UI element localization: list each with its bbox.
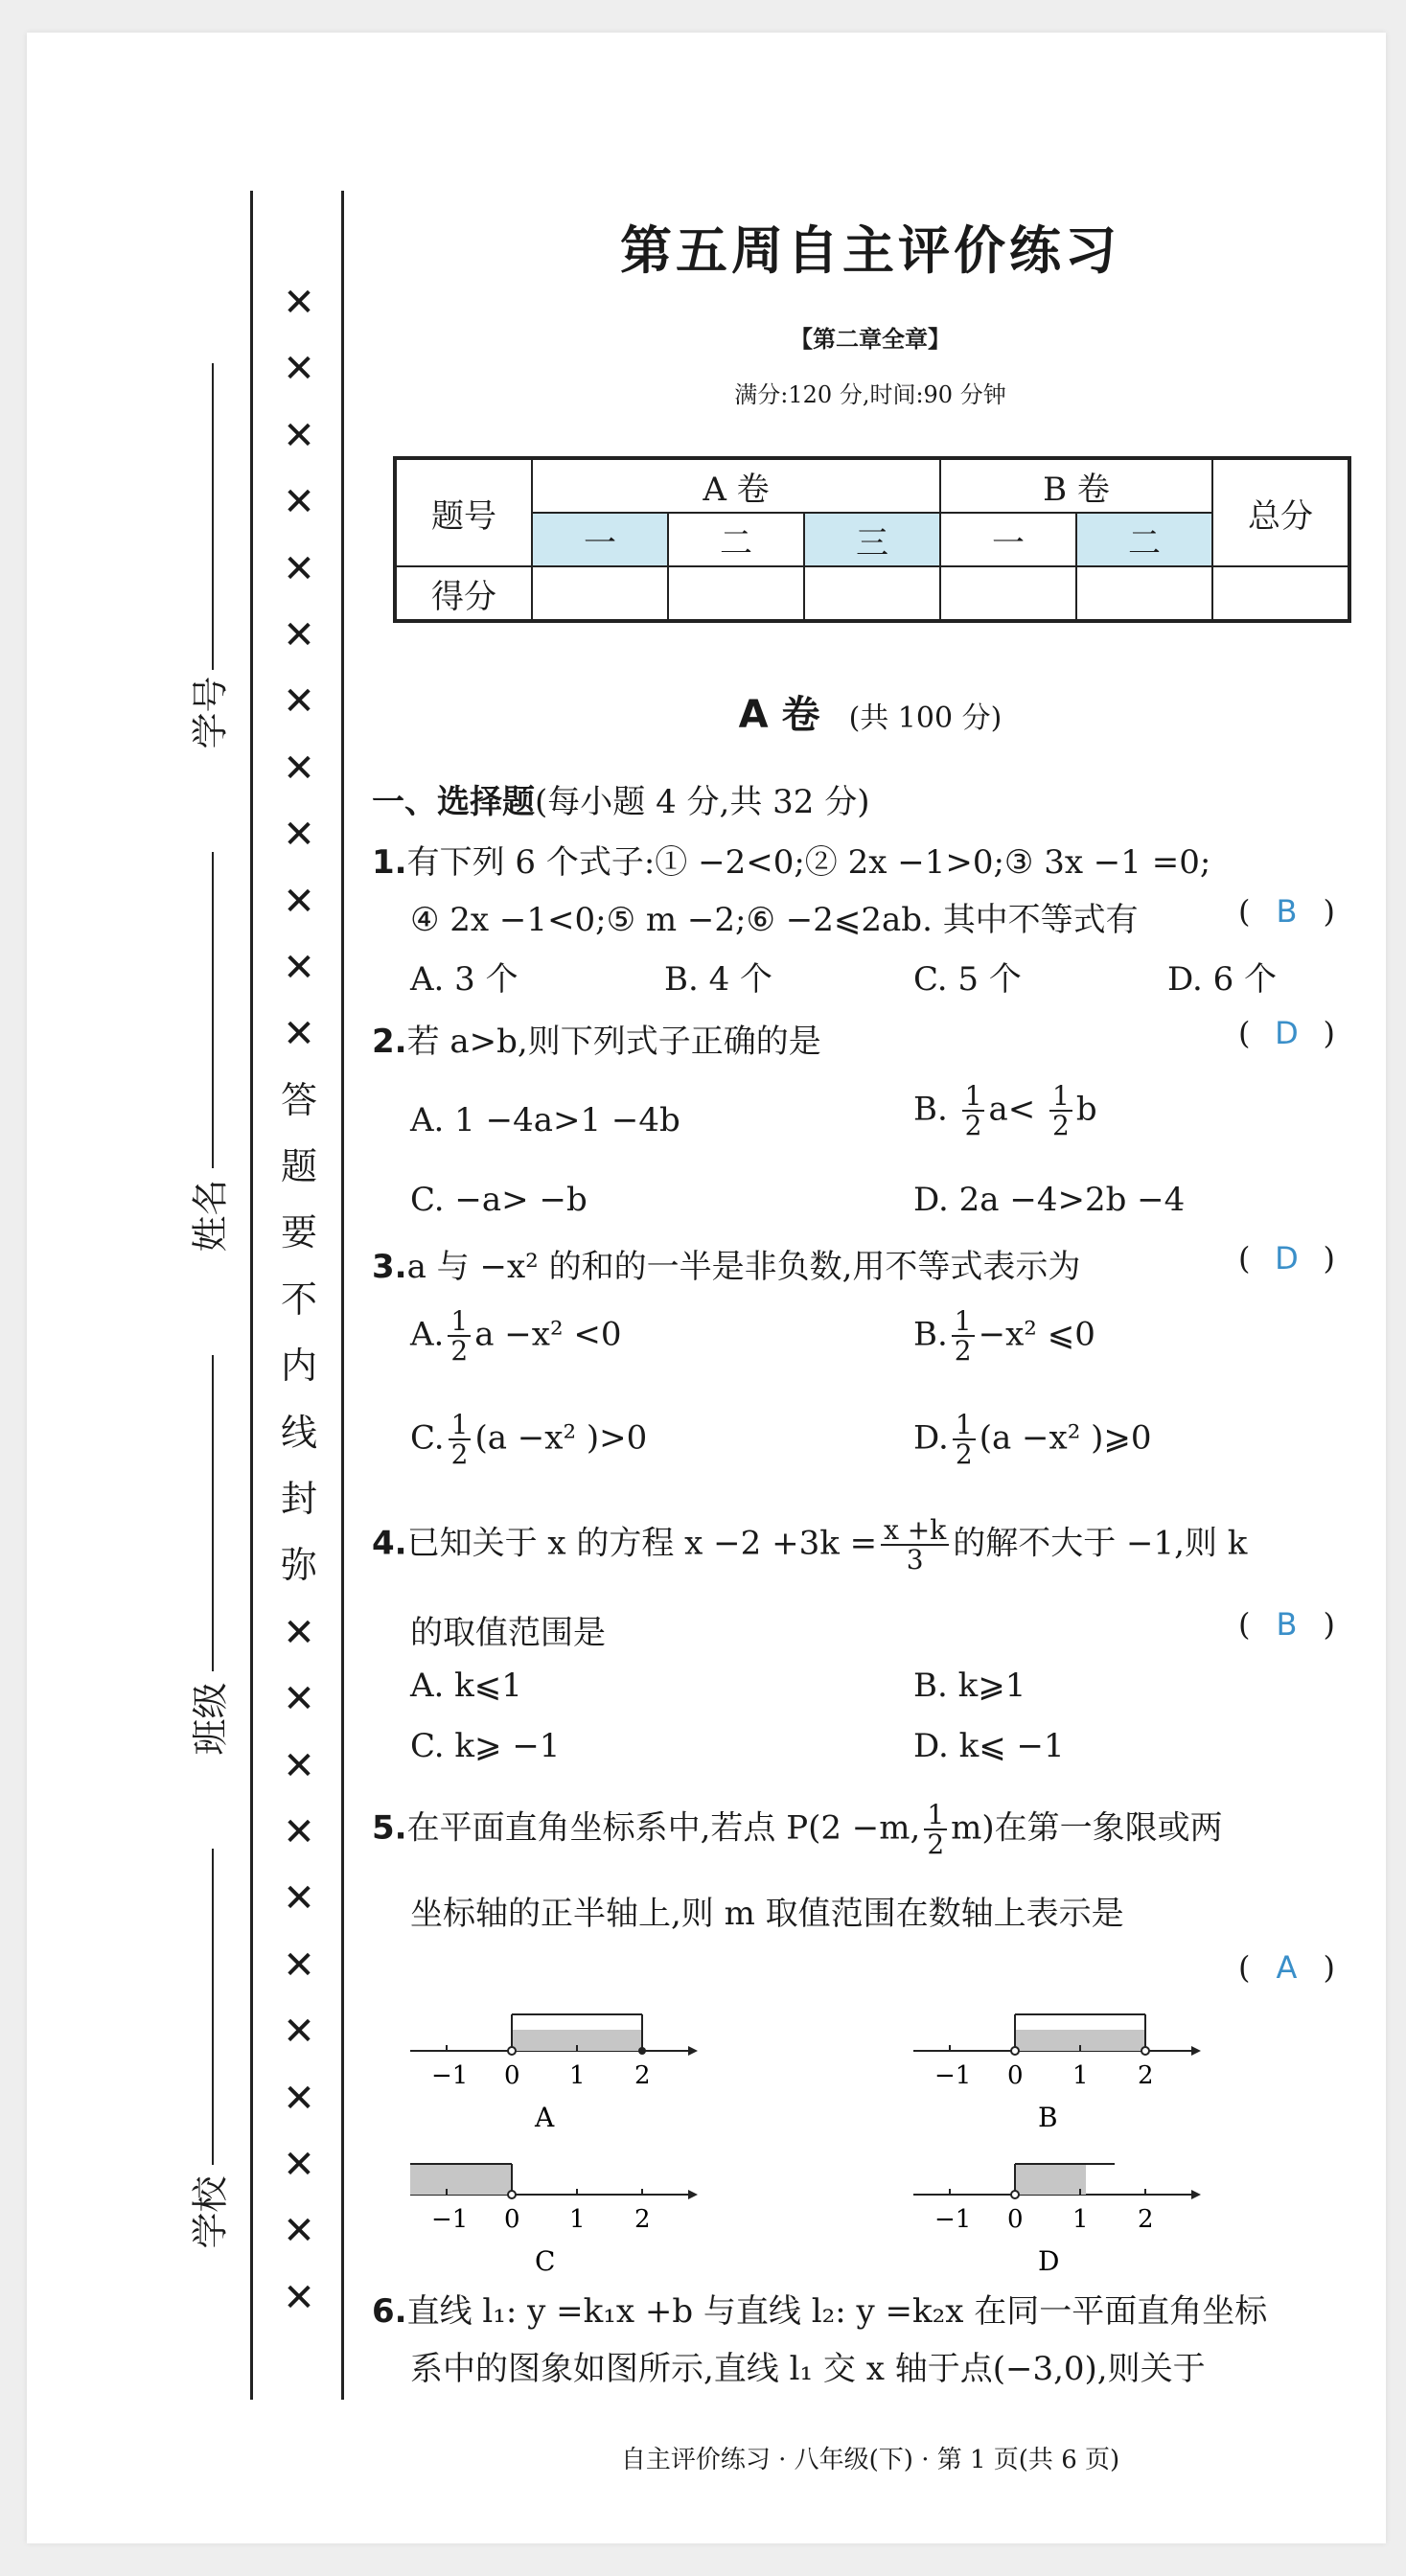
q6-line2: 系中的图象如图所示,直线 l₁ 交 x 轴于点(−3,0),则关于 bbox=[410, 2350, 1206, 2388]
tick-label: −1 bbox=[934, 2061, 972, 2090]
q3-option-a: A. $\frac{1}{2}$ a −x² <0 bbox=[410, 1305, 622, 1368]
seal-word: 要 bbox=[280, 1211, 317, 1254]
q4-line1: 4.已知关于 x 的方程 x −2 +3k = $\frac{x +k}{3}$ 的解不大于 −1,则 k bbox=[372, 1514, 1248, 1576]
tick-label: 0 bbox=[1007, 2205, 1024, 2234]
section-a-note: (共 100 分) bbox=[848, 702, 1003, 735]
q5-answer: ( A ) bbox=[1238, 1949, 1335, 1986]
binding-line-inner bbox=[341, 191, 344, 2400]
exam-meta: 满分:120 分,时间:90 分钟 bbox=[734, 381, 1006, 408]
option-letter: D bbox=[1038, 2245, 1060, 2277]
q1-line1: 1.有下列 6 个式子:① −2<0;② 2x −1>0;③ 3x −1 =0; bbox=[372, 843, 1211, 882]
number-line-option-b bbox=[913, 1988, 1201, 2145]
school-blank bbox=[212, 1849, 214, 2165]
binding-line-outer bbox=[250, 191, 253, 2400]
seal-word: 线 bbox=[280, 1411, 317, 1454]
q2-stem: 2.若 a>b,则下列式子正确的是 bbox=[372, 1023, 821, 1061]
q1-option-a: A. 3 个 bbox=[410, 960, 519, 999]
q1-answer: ( B ) bbox=[1238, 893, 1335, 930]
tick-label: 1 bbox=[1072, 2061, 1089, 2090]
tick-label: 2 bbox=[1138, 2205, 1154, 2234]
seal-word: 不 bbox=[280, 1277, 317, 1321]
school-label: 学校 bbox=[189, 2175, 232, 2249]
worksheet-page bbox=[27, 33, 1386, 2543]
col-b1: 一 bbox=[940, 513, 1076, 566]
tick-label: 1 bbox=[1072, 2205, 1089, 2234]
class-label: 班级 bbox=[189, 1682, 232, 1756]
q1-option-d: D. 6 个 bbox=[1167, 960, 1278, 999]
q4-option-b: B. k⩾1 bbox=[913, 1667, 1026, 1705]
tick-label: 1 bbox=[569, 2061, 586, 2090]
score-cell[interactable] bbox=[668, 566, 804, 621]
q3-option-d: D. $\frac{1}{2}$ (a −x² )⩾0 bbox=[913, 1409, 1152, 1471]
col-a3: 三 bbox=[804, 513, 940, 566]
number-line-option-c bbox=[410, 2131, 698, 2288]
group-b-header: B 卷 bbox=[940, 458, 1212, 513]
seal-word: 弥 bbox=[280, 1544, 317, 1587]
seal-line-column: ✕ ✕ ✕ ✕ ✕ ✕ ✕ ✕ ✕ ✕ ✕ ✕ 答 题 要 不 内 线 封 弥 ✕ ✕ ✕ ✕ ✕ ✕ ✕ ✕ ✕ ✕ ✕ bbox=[280, 281, 317, 2320]
q3-stem: 3.a 与 −x² 的和的一半是非负数,用不等式表示为 bbox=[372, 1248, 1081, 1286]
tick-label: 0 bbox=[504, 2061, 520, 2090]
seal-word: 内 bbox=[280, 1345, 317, 1388]
tick-label: −1 bbox=[431, 2205, 469, 2234]
name-blank bbox=[212, 852, 214, 1168]
score-cell-total[interactable] bbox=[1212, 566, 1349, 621]
total-header: 总分 bbox=[1212, 458, 1349, 566]
row-label-score: 得分 bbox=[395, 566, 532, 621]
col-a2: 二 bbox=[668, 513, 804, 566]
q1-line2: ④ 2x −1<0;⑤ m −2;⑥ −2⩽2ab. 其中不等式有 bbox=[410, 901, 1139, 939]
q6-line1: 6.直线 l₁: y =k₁x +b 与直线 l₂: y =k₂x 在同一平面直角坐标 bbox=[372, 2292, 1268, 2331]
part1-heading: 一、选择题(每小题 4 分,共 32 分) bbox=[372, 783, 870, 821]
col-a1: 一 bbox=[532, 513, 668, 566]
q4-answer: ( B ) bbox=[1238, 1606, 1335, 1643]
q3-answer: ( D ) bbox=[1238, 1240, 1335, 1276]
section-a-heading bbox=[372, 684, 1369, 739]
tick-label: 1 bbox=[569, 2205, 586, 2234]
q4-option-c: C. k⩾ −1 bbox=[410, 1727, 561, 1765]
row-label-number: 题号 bbox=[395, 458, 532, 566]
option-letter: A bbox=[535, 2102, 555, 2133]
option-letter: B bbox=[1038, 2102, 1058, 2133]
tick-label: −1 bbox=[934, 2205, 972, 2234]
seal-word: 题 bbox=[280, 1145, 317, 1188]
score-table bbox=[393, 456, 1351, 623]
chapter-label: 【第二章全章】 bbox=[790, 325, 951, 353]
number-line-option-a bbox=[410, 1988, 698, 2145]
option-letter: C bbox=[535, 2245, 556, 2277]
q2-option-c: C. −a> −b bbox=[410, 1181, 588, 1219]
q3-option-c: C. $\frac{1}{2}$ (a −x² )>0 bbox=[410, 1409, 648, 1471]
q1-option-b: B. 4 个 bbox=[664, 960, 773, 999]
score-cell[interactable] bbox=[940, 566, 1076, 621]
seal-word: 答 bbox=[280, 1078, 317, 1121]
score-cell[interactable] bbox=[532, 566, 668, 621]
q3-option-b: B. $\frac{1}{2}$ −x² ⩽0 bbox=[913, 1305, 1095, 1368]
q5-line2: 坐标轴的正半轴上,则 m 取值范围在数轴上表示是 bbox=[410, 1895, 1124, 1933]
q4-option-d: D. k⩽ −1 bbox=[913, 1727, 1065, 1765]
tick-label: 2 bbox=[634, 2061, 651, 2090]
q4-line2: 的取值范围是 bbox=[410, 1614, 606, 1652]
q2-option-b: B. $\frac{1}{2}$ a< $\frac{1}{2}$ b bbox=[913, 1080, 1097, 1142]
q2-option-a: A. 1 −4a>1 −4b bbox=[410, 1101, 680, 1139]
q2-answer: ( D ) bbox=[1238, 1015, 1335, 1051]
tick-label: 2 bbox=[634, 2205, 651, 2234]
score-cell[interactable] bbox=[1076, 566, 1212, 621]
q2-option-d: D. 2a −4>2b −4 bbox=[913, 1181, 1186, 1219]
col-b2: 二 bbox=[1076, 513, 1212, 566]
name-label: 姓名 bbox=[189, 1179, 232, 1253]
q5-line1: 5.在平面直角坐标系中,若点 P(2 −m, $\frac{1}{2}$ m)在第一象限或两 bbox=[372, 1799, 1223, 1861]
seal-word: 封 bbox=[280, 1478, 317, 1521]
group-a-header: A 卷 bbox=[532, 458, 940, 513]
q1-option-c: C. 5 个 bbox=[913, 960, 1022, 999]
page-footer: 自主评价练习 · 八年级(下) · 第 1 页(共 6 页) bbox=[620, 2446, 1120, 2474]
student-id-blank bbox=[212, 363, 214, 670]
number-line-option-d bbox=[913, 2131, 1201, 2288]
tick-label: 2 bbox=[1138, 2061, 1154, 2090]
score-cell[interactable] bbox=[804, 566, 940, 621]
student-id-label: 学号 bbox=[189, 676, 232, 749]
tick-label: −1 bbox=[431, 2061, 469, 2090]
tick-label: 0 bbox=[1007, 2061, 1024, 2090]
q4-option-a: A. k⩽1 bbox=[410, 1667, 522, 1705]
tick-label: 0 bbox=[504, 2205, 520, 2234]
class-blank bbox=[212, 1355, 214, 1671]
section-a-title: A 卷 bbox=[738, 693, 820, 737]
page-title: 第五周自主评价练习 bbox=[620, 220, 1120, 281]
